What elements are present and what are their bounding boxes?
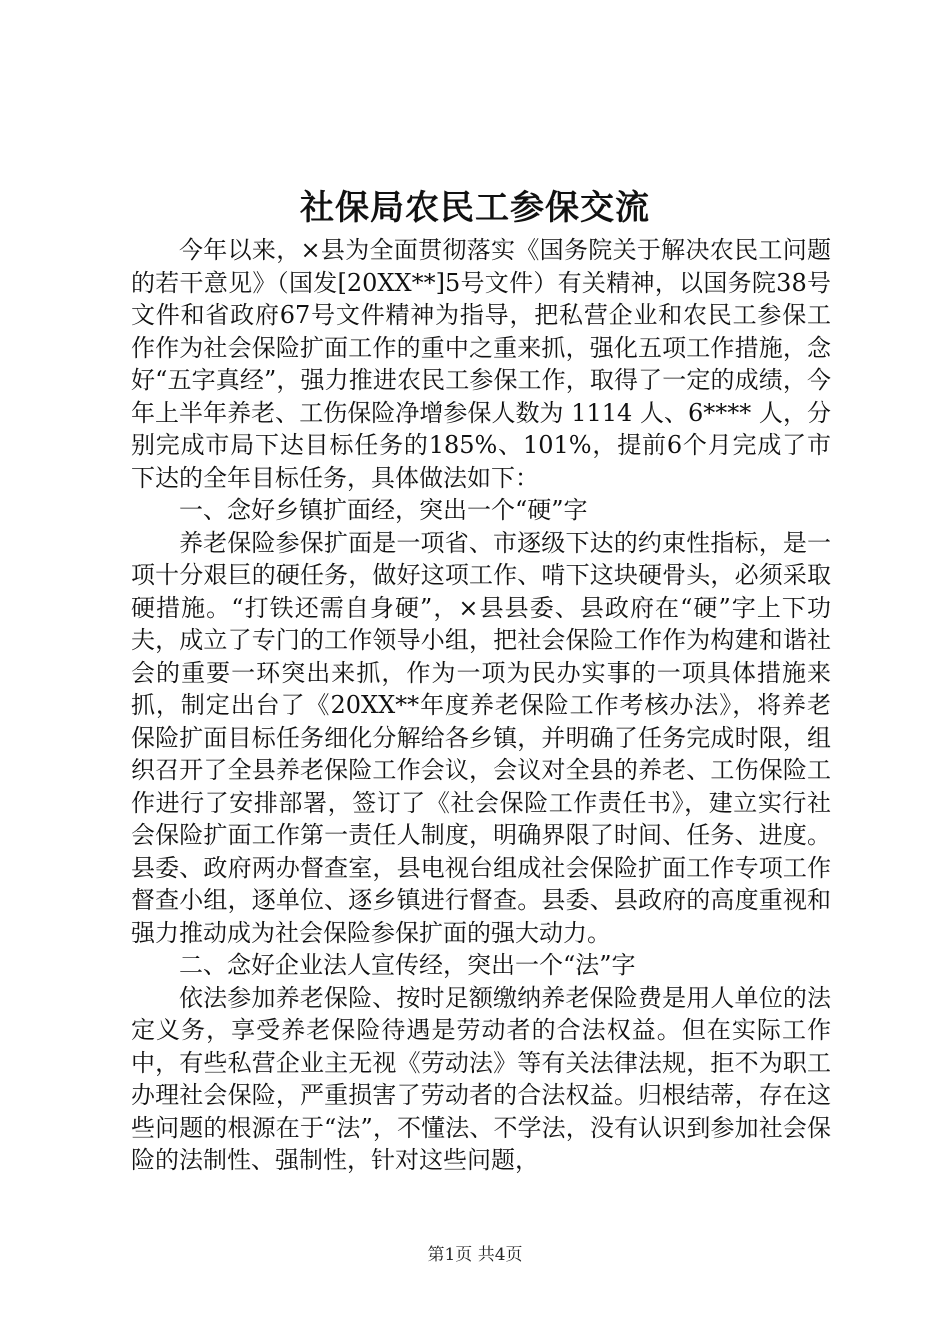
paragraph-intro: 今年以来，×县为全面贯彻落实《国务院关于解决农民工问题的若干意见》（国发[20XX**]5号文件）有关精神，以国务院38号文件和省政府67号文件精神为指导，把私营企业和农民工参保工作作为社会保险扩面工作的重中之重来抓，强化五项工作措施，念好“五字真经”，强力推进农民工参保工作，取得了一定的成绩，今年上半年养老、工伤保险净增参保人数为 1114 人、6**** 人，分别完成市局下达目标任务的185%、101%，提前6个月完成了市下达的全年目标任务，具体做法如下： [131, 236, 831, 492]
section-heading-1: 一、念好乡镇扩面经，突出一个“硬”字 [179, 496, 588, 524]
paragraph-section-1: 养老保险参保扩面是一项省、市逐级下达的约束性指标，是一项十分艰巨的硬任务，做好这项工作、啃下这块硬骨头，必须采取硬措施。“打铁还需自身硬”，×县县委、县政府在“硬”字上下功夫，成立了专门的工作领导小组，把社会保险工作作为构建和谐社会的重要一环突出来抓，作为一项为民办实事的一项具体措施来抓，制定出台了《20XX**年度养老保险工作考核办法》，将养老保险扩面目标任务细化分解给各乡镇，并明确了任务完成时限，组织召开了全县养老保险工作会议，会议对全县的养老、工伤保险工作进行了安排部署，签订了《社会保险工作责任书》，建立实行社会保险扩面工作第一责任人制度，明确界限了时间、任务、进度。县委、政府两办督查室，县电视台组成社会保险扩面工作专项工作督查小组，逐单位、逐乡镇进行督查。县委、县政府的高度重视和强力推动成为社会保险参保扩面的强大动力。 [131, 528, 831, 947]
section-heading-2: 二、念好企业法人宣传经，突出一个“法”字 [179, 951, 636, 979]
page-number-footer: 第1页 共4页 [427, 1245, 523, 1265]
paragraph-section-2: 依法参加养老保险、按时足额缴纳养老保险费是用人单位的法定义务，享受养老保险待遇是劳动者的合法权益。但在实际工作中，有些私营企业主无视《劳动法》等有关法律法规，拒不为职工办理社会保险，严重损害了劳动者的合法权益。归根结蒂，存在这些问题的根源在于“法”，不懂法、不学法，没有认识到参加社会保险的法制性、强制性，针对这些问题， [131, 983, 831, 1174]
page-title: 社保局农民工参保交流 [300, 188, 650, 228]
document-body [131, 234, 831, 1177]
